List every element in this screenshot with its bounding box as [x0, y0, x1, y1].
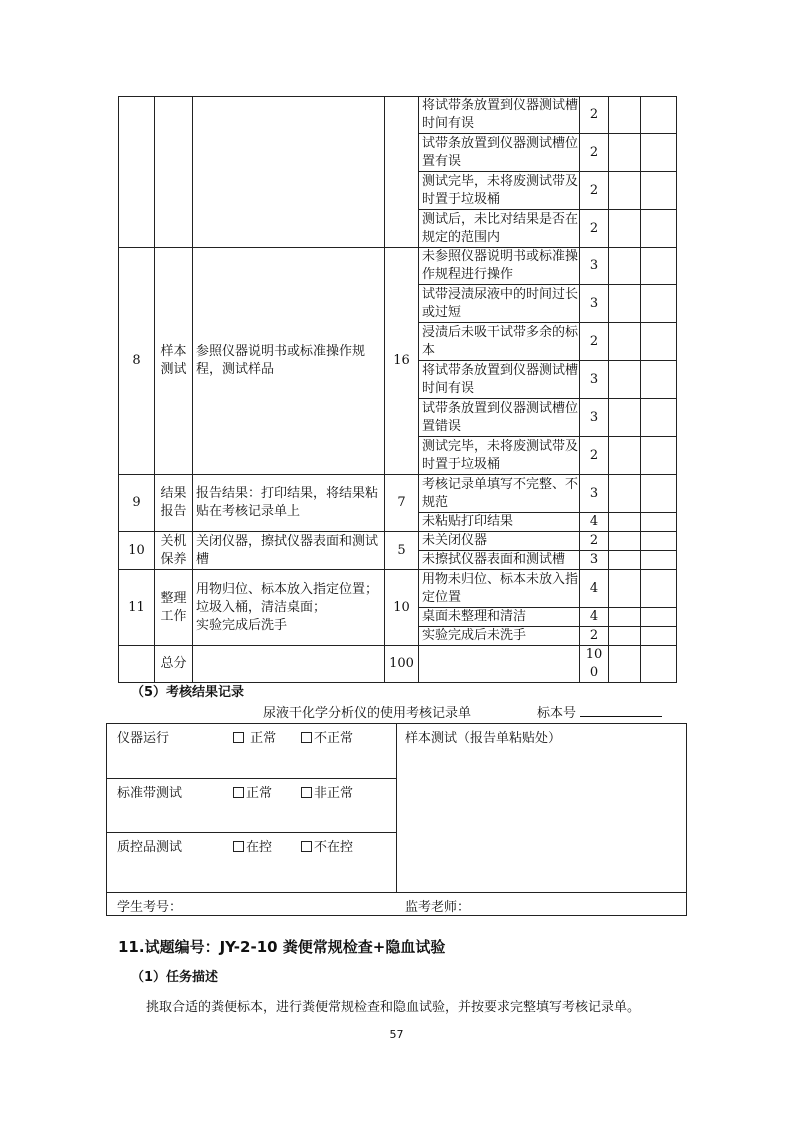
criterion-score: 2: [580, 627, 609, 646]
cell-blank: [641, 97, 677, 134]
criterion-score: 4: [580, 608, 609, 627]
checkbox-icon[interactable]: [233, 732, 244, 743]
cell-blank: [641, 532, 677, 551]
criterion-score: 3: [580, 361, 609, 399]
checkbox-icon[interactable]: [233, 841, 244, 852]
cell-blank: [641, 437, 677, 475]
criterion-text: 试带条放置到仪器测试槽位置有误: [419, 134, 580, 172]
table-row: [119, 570, 677, 608]
row-number: 11: [119, 570, 155, 646]
record-form: [106, 723, 687, 916]
row-number: 8: [119, 248, 155, 475]
cell-blank: [641, 608, 677, 627]
total-row: [119, 646, 677, 683]
item-name: 关机保养: [155, 532, 193, 570]
sample-test-label: 样本测试（报告单粘贴处）: [405, 731, 562, 746]
operation-line: 实验完成后洗手: [196, 617, 288, 633]
criterion-text: 测试完毕，未将废测试带及时置于垃圾桶: [419, 172, 580, 210]
checkbox-icon[interactable]: [233, 787, 244, 798]
cell-blank: [609, 646, 641, 683]
criterion-text: 未关闭仪器: [419, 532, 580, 551]
cell-blank: [641, 172, 677, 210]
option-out-control[interactable]: [301, 836, 353, 855]
criterion-text: 将试带条放置到仪器测试槽时间有误: [419, 97, 580, 134]
criterion-score: 2: [580, 532, 609, 551]
criterion-text: 测试后，未比对结果是否在规定的范围内: [419, 210, 580, 248]
row-label: 标准带测试: [117, 786, 183, 801]
cell-blank: [609, 210, 641, 248]
checkbox-icon[interactable]: [301, 732, 312, 743]
criterion-text: 试带浸渍尿液中的时间过长或过短: [419, 285, 580, 323]
cell-blank: [609, 248, 641, 285]
cell-blank: [641, 210, 677, 248]
criterion-score: 4: [580, 513, 609, 532]
operation-text: [193, 570, 385, 646]
criterion-score: 4: [580, 570, 609, 608]
cell-no-blank: [119, 97, 155, 248]
operation-line: 垃圾入桶，清洁桌面；: [196, 599, 327, 615]
cell-blank: [609, 570, 641, 608]
criterion-score: 2: [580, 172, 609, 210]
cell-blank: [609, 437, 641, 475]
operation-line: 用物归位、标本放入指定位置；: [196, 581, 379, 597]
option-normal[interactable]: [233, 727, 276, 746]
divider: [107, 832, 396, 833]
criterion-text: 试带条放置到仪器测试槽位置错误: [419, 399, 580, 437]
option-label: 不正常: [314, 731, 354, 746]
option-normal[interactable]: [233, 782, 272, 801]
row-label: 仪器运行: [117, 731, 170, 746]
cell-blank: [641, 551, 677, 570]
criterion-text: 未擦拭仪器表面和测试槽: [419, 551, 580, 570]
item-points: 10: [385, 570, 419, 646]
checkbox-icon[interactable]: [301, 787, 312, 798]
table-row: [119, 97, 677, 134]
operation-text: 参照仪器说明书或标准操作规程，测试样品: [193, 248, 385, 475]
divider: [107, 892, 686, 893]
item-name: 整理工作: [155, 570, 193, 646]
table-row: [119, 532, 677, 551]
option-abnormal[interactable]: [301, 727, 353, 746]
sample-number-field[interactable]: [580, 716, 662, 717]
item-points: 16: [385, 248, 419, 475]
criterion-score: 2: [580, 134, 609, 172]
cell-blank: [641, 248, 677, 285]
criterion-score: 2: [580, 437, 609, 475]
sub-heading: （1）任务描述: [131, 970, 219, 985]
criterion-text: 用物未归位、标本未放入指定位置: [419, 570, 580, 608]
option-label: 正常: [246, 786, 273, 801]
cell-blank: [641, 399, 677, 437]
criterion-text: 实验完成后未洗手: [419, 627, 580, 646]
table-row: [119, 248, 677, 285]
criterion-text: 考核记录单填写不完整、不规范: [419, 475, 580, 513]
total-points: 100: [385, 646, 419, 683]
item-points: 5: [385, 532, 419, 570]
item-points: 7: [385, 475, 419, 532]
row-number: 10: [119, 532, 155, 570]
operation-text: 关闭仪器，擦拭仪器表面和测试槽: [193, 532, 385, 570]
cell-blank: [641, 285, 677, 323]
criterion-score: 3: [580, 285, 609, 323]
criterion-score: 2: [580, 323, 609, 361]
question-heading: 11.试题编号：JY-2-10 粪便常规检查+隐血试验: [118, 938, 446, 956]
cell-blank: [641, 513, 677, 532]
criterion-text: 未粘贴打印结果: [419, 513, 580, 532]
proctor-label: 监考老师：: [405, 900, 471, 915]
criterion-score: 3: [580, 475, 609, 513]
table-row: [119, 475, 677, 513]
criterion-score: 2: [580, 97, 609, 134]
item-name: 样本测试: [155, 248, 193, 475]
option-label: 在控: [246, 840, 273, 855]
cell-blank: [609, 532, 641, 551]
row-number: 9: [119, 475, 155, 532]
cell-blank: [609, 399, 641, 437]
sample-number-label: 标本号: [537, 706, 577, 721]
criterion-text: 将试带条放置到仪器测试槽时间有误: [419, 361, 580, 399]
cell-blank: [609, 323, 641, 361]
total-label: 总分: [155, 646, 193, 683]
cell-blank: [609, 475, 641, 513]
criterion-text: 测试完毕，未将废测试带及时置于垃圾桶: [419, 437, 580, 475]
cell-blank: [641, 627, 677, 646]
option-abnormal[interactable]: [301, 782, 353, 801]
criterion-score: 3: [580, 248, 609, 285]
cell-blank: [641, 570, 677, 608]
criterion-score: 3: [580, 399, 609, 437]
section-heading: （5）考核结果记录: [131, 685, 245, 700]
cell-blank: [609, 134, 641, 172]
scoring-table: [118, 96, 677, 683]
cell-blank: [609, 627, 641, 646]
cell-blank: [641, 646, 677, 683]
row-label: 质控品测试: [117, 840, 183, 855]
option-label: 非正常: [314, 786, 354, 801]
option-in-control[interactable]: [233, 836, 272, 855]
cell-blank: [193, 646, 385, 683]
criterion-score: 3: [580, 551, 609, 570]
operation-text: 报告结果：打印结果，将结果粘贴在考核记录单上: [193, 475, 385, 532]
option-label: 正常: [246, 731, 277, 746]
form-title: 尿液干化学分析仪的使用考核记录单: [263, 706, 472, 721]
task-description: 挑取合适的粪便标本，进行粪便常规检查和隐血试验，并按要求完整填写考核记录单。: [146, 1000, 641, 1015]
criterion-score: 2: [580, 210, 609, 248]
cell-blank: [641, 323, 677, 361]
cell-blank: [641, 134, 677, 172]
cell-blank: [641, 475, 677, 513]
item-name: 结果报告: [155, 475, 193, 532]
cell-blank: [609, 361, 641, 399]
divider: [396, 724, 397, 892]
criterion-text: 未参照仪器说明书或标准操作规程进行操作: [419, 248, 580, 285]
cell-blank: [609, 285, 641, 323]
cell-blank: [119, 646, 155, 683]
cell-blank: [609, 97, 641, 134]
page-number: 57: [389, 1028, 404, 1041]
total-score: 100: [580, 646, 609, 683]
option-label: 不在控: [314, 840, 354, 855]
cell-blank: [609, 172, 641, 210]
cell-blank: [419, 646, 580, 683]
cell-item-blank: [155, 97, 193, 248]
cell-points-blank: [385, 97, 419, 248]
cell-blank: [609, 608, 641, 627]
cell-blank: [609, 513, 641, 532]
student-id-label: 学生考号：: [117, 900, 183, 915]
divider: [107, 778, 396, 779]
criterion-text: 浸渍后未吸干试带多余的标本: [419, 323, 580, 361]
cell-blank: [641, 361, 677, 399]
cell-op-blank: [193, 97, 385, 248]
cell-blank: [609, 551, 641, 570]
criterion-text: 桌面未整理和清洁: [419, 608, 580, 627]
checkbox-icon[interactable]: [301, 841, 312, 852]
